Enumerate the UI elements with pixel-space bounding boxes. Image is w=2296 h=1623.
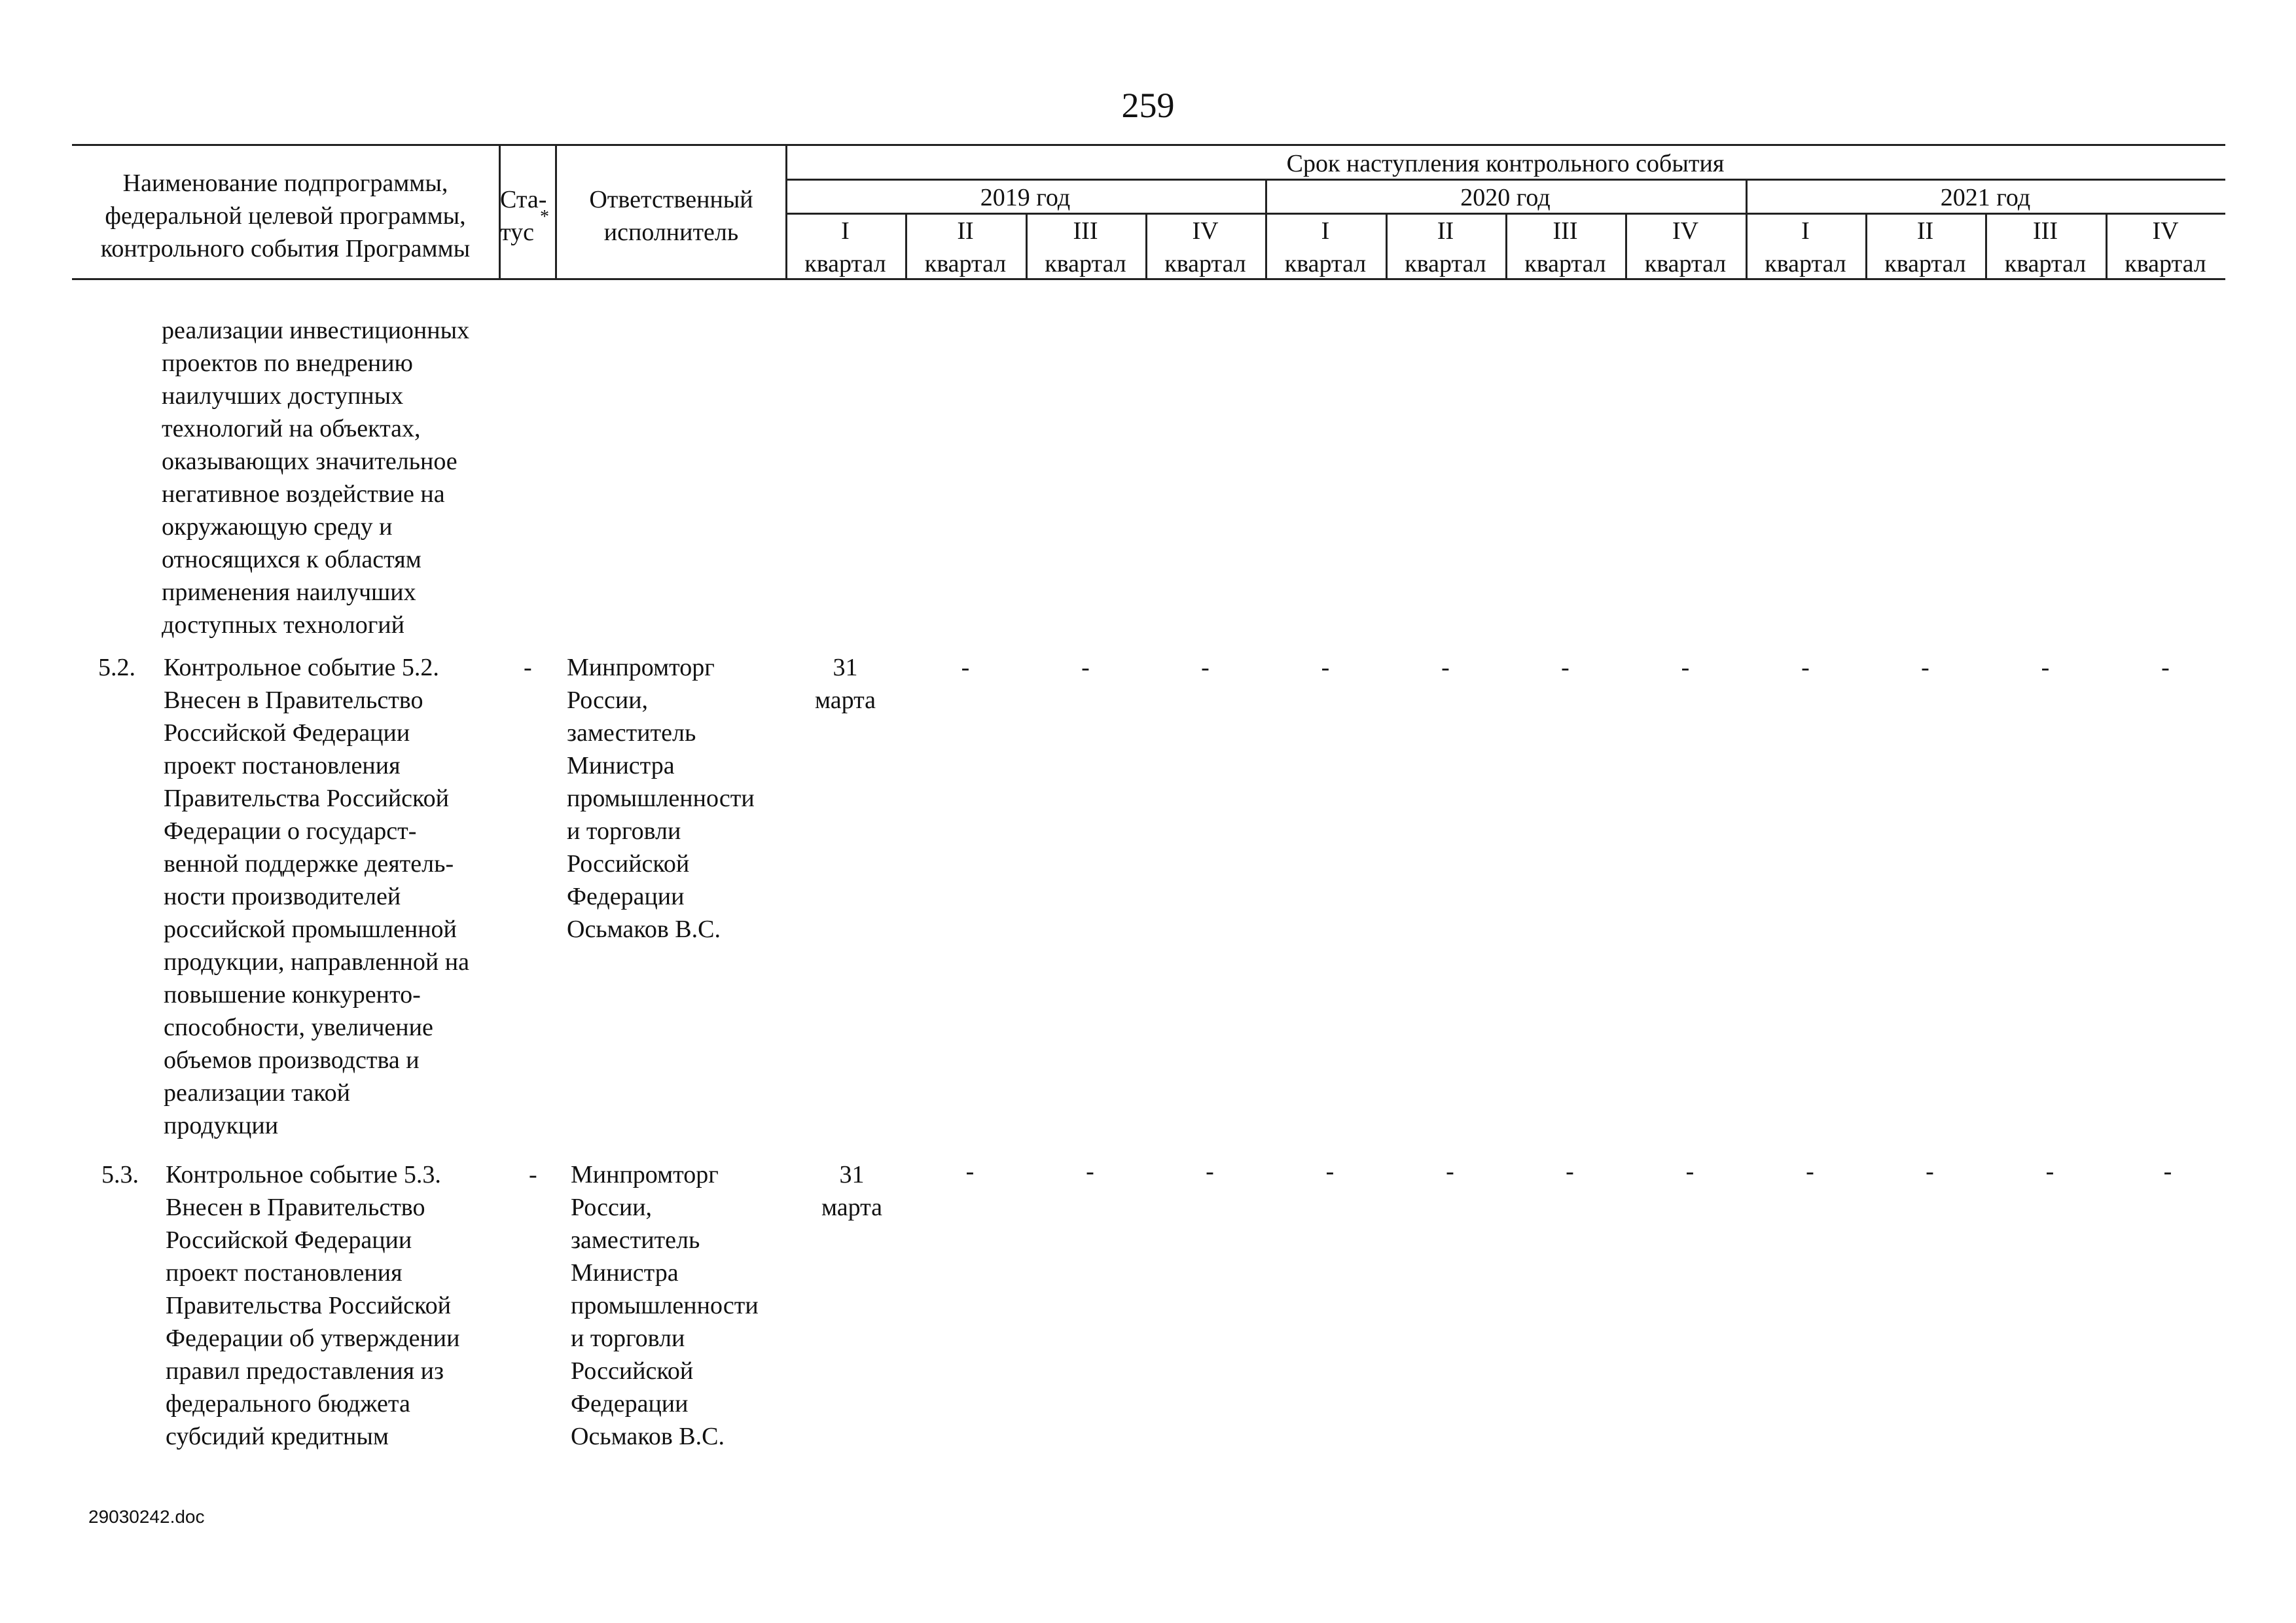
header-quarter-word: квартал: [924, 250, 1007, 277]
header-responsible-line: Ответственный: [589, 186, 753, 213]
text-line: проект постановления: [164, 752, 401, 779]
text-line: проектов по внедрению: [162, 349, 413, 377]
row-event-text: [166, 1158, 459, 1453]
row-responsible: [571, 1158, 759, 1453]
text-line: субсидий кредитным: [166, 1423, 389, 1450]
header-quarter-word: квартал: [1045, 250, 1126, 277]
text-line: российской промышленной: [164, 916, 457, 943]
deadline-q1-2019: марта: [821, 1194, 883, 1221]
header-status-line: Ста-: [500, 186, 547, 213]
header-quarter: I: [1801, 217, 1810, 245]
page-number: 259: [1121, 86, 1175, 125]
text-line: правил предоставления из: [166, 1357, 444, 1385]
deadline-quarter-empty: -: [1926, 1158, 1934, 1185]
text-line: и торговли: [571, 1325, 685, 1352]
header-quarter-word: квартал: [1405, 250, 1486, 277]
text-line: Осьмаков В.С.: [567, 916, 721, 943]
deadline-quarter-empty: -: [1681, 654, 1690, 681]
text-line: Федерации об утверждении: [166, 1325, 460, 1352]
text-line: доступных технологий: [162, 611, 404, 639]
deadline-quarter-empty: -: [1325, 1158, 1335, 1185]
status-footnote-mark: *: [540, 207, 549, 227]
text-line: Минпромторг: [567, 654, 715, 681]
row-status: -: [524, 654, 532, 681]
deadline-quarter-empty: -: [2163, 1158, 2172, 1185]
text-line: продукции, направленной на: [164, 948, 469, 976]
row-event-text: [164, 651, 469, 1142]
text-line: негативное воздействие на: [162, 480, 445, 508]
header-year-2019: 2019 год: [980, 184, 1071, 211]
header-quarter-word: квартал: [1644, 250, 1727, 277]
header-name-line: контрольного события Программы: [100, 235, 471, 262]
text-line: повышение конкуренто-: [164, 981, 421, 1008]
text-line: Федерации: [571, 1390, 689, 1418]
deadline-quarter-empty: -: [1921, 654, 1929, 681]
text-line: относящихся к областям: [162, 546, 422, 573]
deadline-quarter-empty: -: [2045, 1158, 2054, 1185]
deadline-quarter-empty: -: [961, 654, 970, 681]
header-quarter-word: квартал: [1164, 250, 1246, 277]
text-line: России,: [567, 687, 649, 714]
header-quarter-word: квартал: [1884, 250, 1966, 277]
text-line: продукции: [164, 1112, 279, 1139]
deadline-quarter-empty: -: [1201, 654, 1210, 681]
text-line: Федерации о государст-: [164, 817, 417, 845]
deadline-quarter-empty: -: [1086, 1158, 1094, 1185]
header-quarter: II: [957, 217, 974, 245]
header-quarter-word: квартал: [804, 250, 886, 277]
header-quarter: III: [1552, 217, 1578, 245]
text-line: Министра: [571, 1259, 679, 1287]
text-line: промышленности: [567, 785, 755, 812]
text-line: ности производителей: [164, 883, 401, 910]
text-line: Правительства Российской: [166, 1292, 451, 1319]
row-responsible: [567, 651, 755, 946]
deadline-quarter-empty: -: [965, 1158, 975, 1185]
text-line: Правительства Российской: [164, 785, 449, 812]
text-line: Российской Федерации: [164, 719, 410, 747]
text-line: технологий на объектах,: [162, 415, 421, 442]
text-line: наилучших доступных: [162, 382, 404, 410]
text-line: Контрольное событие 5.2.: [164, 654, 439, 681]
text-line: оказывающих значительное: [162, 448, 457, 475]
deadline-quarter-empty: -: [1685, 1158, 1695, 1185]
header-quarter: I: [841, 217, 850, 245]
deadline-quarter-empty: -: [1081, 654, 1090, 681]
text-line: Министра: [567, 752, 675, 779]
continuation-text: [162, 314, 469, 641]
header-status-line: тус: [500, 219, 534, 246]
text-line: России,: [571, 1194, 653, 1221]
text-line: венной поддержке деятель-: [164, 850, 454, 878]
text-line: и торговли: [567, 817, 681, 845]
text-line: Осьмаков В.С.: [571, 1423, 725, 1450]
text-line: заместитель: [567, 719, 696, 747]
deadline-q1-2019: марта: [814, 687, 876, 714]
header-quarter: IV: [1192, 217, 1219, 245]
header-quarter-word: квартал: [1765, 250, 1846, 277]
header-year-2020: 2020 год: [1460, 184, 1551, 211]
deadline-quarter-empty: -: [1441, 654, 1450, 681]
header-quarter: IV: [1672, 217, 1699, 245]
header-quarter-word: квартал: [1524, 250, 1606, 277]
row-number: 5.3.: [101, 1161, 139, 1188]
row-status: -: [529, 1161, 537, 1188]
text-line: Российской: [567, 850, 690, 878]
text-line: заместитель: [571, 1226, 700, 1254]
deadline-quarter-empty: -: [1321, 654, 1330, 681]
header-deadline: Срок наступления контрольного события: [1286, 150, 1725, 177]
deadline-q1-2019: 31: [833, 654, 858, 681]
text-line: Федерации: [567, 883, 685, 910]
text-line: Минпромторг: [571, 1161, 719, 1188]
text-line: реализации инвестиционных: [162, 317, 470, 344]
header-quarter-word: квартал: [2004, 250, 2087, 277]
deadline-quarter-empty: -: [1566, 1158, 1574, 1185]
deadline-quarter-empty: -: [2161, 654, 2170, 681]
header-quarter: III: [2033, 217, 2058, 245]
header-quarter-word: квартал: [2125, 250, 2206, 277]
deadline-quarter-empty: -: [2041, 654, 2050, 681]
header-quarter-word: квартал: [1284, 250, 1367, 277]
row-number: 5.2.: [98, 654, 135, 681]
text-line: проект постановления: [166, 1259, 403, 1287]
document-id: 29030242.doc: [88, 1507, 205, 1527]
header-quarter: II: [1916, 217, 1934, 245]
text-line: Российской: [571, 1357, 694, 1385]
text-line: Контрольное событие 5.3.: [166, 1161, 441, 1188]
deadline-quarter-empty: -: [1801, 654, 1810, 681]
deadline-q1-2019: 31: [839, 1161, 865, 1188]
text-line: применения наилучших: [162, 579, 416, 606]
text-line: реализации такой: [164, 1079, 351, 1107]
header-quarter: I: [1321, 217, 1330, 245]
deadline-quarter-empty: -: [1206, 1158, 1214, 1185]
deadline-quarter-empty: -: [1446, 1158, 1454, 1185]
header-name-line: Наименование подпрограммы,: [122, 169, 448, 197]
text-line: способности, увеличение: [164, 1014, 433, 1041]
header-quarter: II: [1437, 217, 1454, 245]
deadline-quarter-empty: -: [1561, 654, 1570, 681]
deadline-quarter-empty: -: [1806, 1158, 1814, 1185]
text-line: федерального бюджета: [166, 1390, 410, 1418]
text-line: Российской Федерации: [166, 1226, 412, 1254]
text-line: промышленности: [571, 1292, 759, 1319]
text-line: Внесен в Правительство: [164, 687, 423, 714]
header-year-2021: 2021 год: [1940, 184, 2031, 211]
text-line: объемов производства и: [164, 1046, 420, 1074]
header-responsible-line: исполнитель: [603, 219, 739, 246]
header-quarter: IV: [2152, 217, 2179, 245]
header-top-rule: [72, 144, 2225, 146]
text-line: окружающую среду и: [162, 513, 393, 541]
text-line: Внесен в Правительство: [166, 1194, 425, 1221]
header-quarter: III: [1073, 217, 1098, 245]
header-name-line: федеральной целевой программы,: [105, 202, 466, 230]
